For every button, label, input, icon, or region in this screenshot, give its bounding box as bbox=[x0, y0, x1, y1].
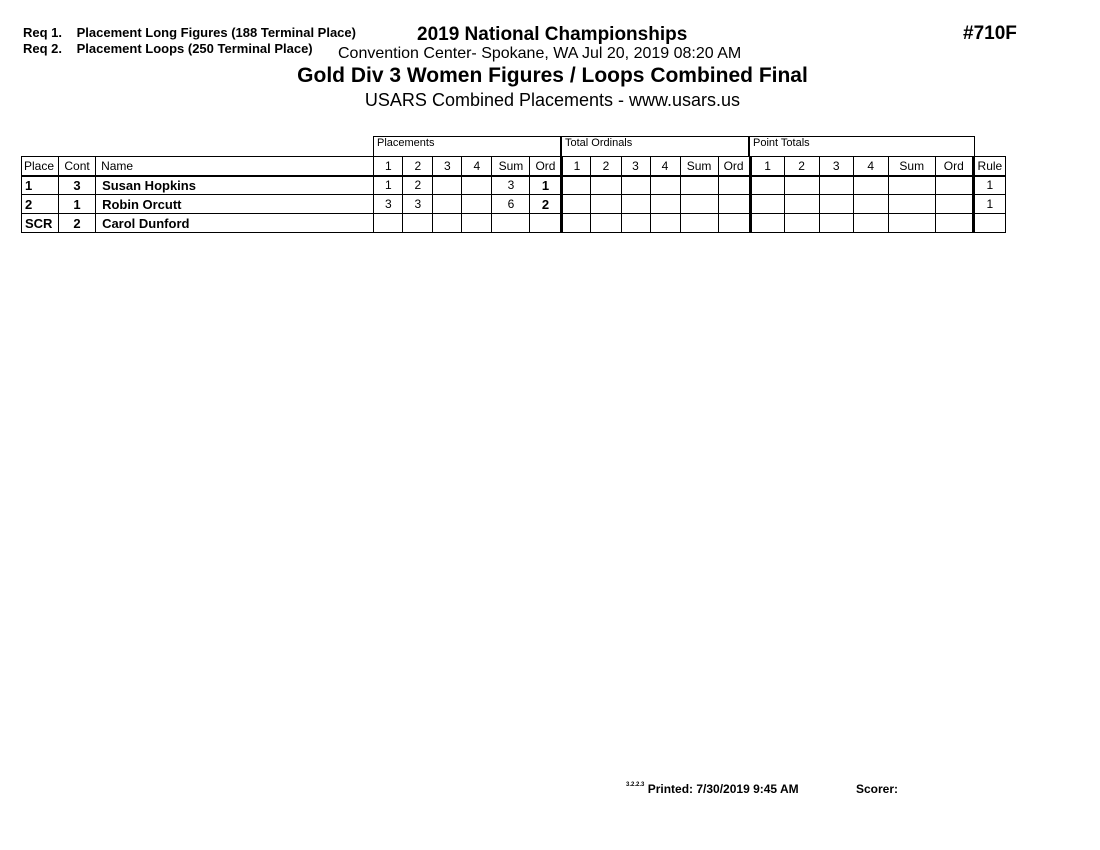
col-header-points-2: 2 bbox=[784, 157, 819, 176]
points-cell bbox=[819, 195, 853, 214]
scorer-label: Scorer: bbox=[856, 782, 899, 796]
col-header-rule: Rule bbox=[973, 157, 1005, 176]
col-header-ordinal-sum: Sum bbox=[680, 157, 718, 176]
col-header-points-sum: Sum bbox=[888, 157, 935, 176]
page-title: Gold Div 3 Women Figures / Loops Combined Final bbox=[297, 64, 808, 87]
placement-cell: 3 bbox=[403, 195, 433, 214]
points-cell bbox=[750, 195, 784, 214]
cont-cell: 1 bbox=[59, 195, 96, 214]
points-cell bbox=[784, 195, 819, 214]
points-sum-cell bbox=[888, 176, 935, 195]
ordinal-ord-cell bbox=[718, 176, 750, 195]
printed-timestamp: Printed: 7/30/2019 9:45 AM bbox=[647, 782, 799, 796]
skater-name: Susan Hopkins bbox=[96, 176, 374, 195]
table-row bbox=[22, 195, 1006, 214]
ordinal-cell bbox=[591, 195, 621, 214]
col-header-placement-4: 4 bbox=[462, 157, 492, 176]
ordinal-sum-cell bbox=[680, 195, 718, 214]
ordinal-cell bbox=[562, 195, 591, 214]
ordinal-cell bbox=[621, 176, 650, 195]
table-header-row bbox=[22, 157, 1006, 176]
points-cell bbox=[853, 176, 888, 195]
col-header-cont: Cont bbox=[59, 157, 96, 176]
event-number: #710F bbox=[963, 23, 1017, 44]
points-cell bbox=[784, 176, 819, 195]
ordinal-sum-cell bbox=[680, 214, 718, 233]
group-header-placements: Placements bbox=[373, 136, 561, 157]
points-ord-cell bbox=[935, 176, 973, 195]
ordinal-ord-cell bbox=[718, 214, 750, 233]
placement-cell bbox=[433, 176, 462, 195]
points-cell bbox=[853, 195, 888, 214]
placement-sum-cell: 3 bbox=[492, 176, 530, 195]
table-row bbox=[22, 214, 1006, 233]
placement-cell bbox=[374, 214, 403, 233]
points-ord-cell bbox=[935, 195, 973, 214]
version-label: 3.2.2.3 bbox=[626, 782, 645, 788]
placement-sum-cell: 6 bbox=[492, 195, 530, 214]
col-header-place: Place bbox=[22, 157, 59, 176]
skater-name: Robin Orcutt bbox=[96, 195, 374, 214]
ordinal-cell bbox=[591, 214, 621, 233]
points-sum-cell bbox=[888, 214, 935, 233]
rule-cell: 1 bbox=[973, 195, 1005, 214]
placement-sum-cell bbox=[492, 214, 530, 233]
skater-name: Carol Dunford bbox=[96, 214, 374, 233]
ordinal-cell bbox=[562, 214, 591, 233]
table-row bbox=[22, 176, 1006, 195]
ordinal-cell bbox=[562, 176, 591, 195]
rule-cell bbox=[973, 214, 1005, 233]
cont-cell: 2 bbox=[59, 214, 96, 233]
col-header-ordinal-3: 3 bbox=[621, 157, 650, 176]
requirement-2-label: Req 2. bbox=[23, 41, 63, 56]
col-header-name: Name bbox=[96, 157, 374, 176]
place-cell: 2 bbox=[22, 195, 59, 214]
placement-cell: 3 bbox=[374, 195, 403, 214]
ordinal-cell bbox=[621, 195, 650, 214]
points-cell bbox=[853, 214, 888, 233]
col-header-ordinal-ord: Ord bbox=[718, 157, 750, 176]
venue-datetime: Convention Center- Spokane, WA Jul 20, 2019 08:20 AM bbox=[338, 45, 742, 62]
printed-info bbox=[626, 782, 799, 796]
ordinal-cell bbox=[650, 214, 680, 233]
placement-cell bbox=[403, 214, 433, 233]
group-header-point-totals: Point Totals bbox=[749, 136, 975, 157]
place-cell: 1 bbox=[22, 176, 59, 195]
placement-cell bbox=[462, 176, 492, 195]
ordinal-cell bbox=[591, 176, 621, 195]
placement-cell bbox=[462, 214, 492, 233]
col-header-points-4: 4 bbox=[853, 157, 888, 176]
placement-cell bbox=[433, 214, 462, 233]
points-cell bbox=[819, 214, 853, 233]
col-header-points-ord: Ord bbox=[935, 157, 973, 176]
col-header-ordinal-2: 2 bbox=[591, 157, 621, 176]
col-header-placement-3: 3 bbox=[433, 157, 462, 176]
requirement-1-label: Req 1. bbox=[23, 25, 63, 40]
requirement-1 bbox=[23, 25, 356, 40]
col-header-placement-2: 2 bbox=[403, 157, 433, 176]
col-header-ordinal-4: 4 bbox=[650, 157, 680, 176]
placement-cell bbox=[462, 195, 492, 214]
requirement-1-text: Placement Long Figures (188 Terminal Place) bbox=[76, 25, 356, 40]
placement-cell: 2 bbox=[403, 176, 433, 195]
col-header-points-3: 3 bbox=[819, 157, 853, 176]
placement-ord-cell bbox=[530, 214, 562, 233]
placement-cell bbox=[433, 195, 462, 214]
points-cell bbox=[750, 214, 784, 233]
placement-ord-cell: 1 bbox=[530, 176, 562, 195]
page-subtitle: USARS Combined Placements - www.usars.us bbox=[364, 90, 741, 110]
ordinal-cell bbox=[650, 176, 680, 195]
rule-cell: 1 bbox=[973, 176, 1005, 195]
cont-cell: 3 bbox=[59, 176, 96, 195]
points-ord-cell bbox=[935, 214, 973, 233]
points-cell bbox=[784, 214, 819, 233]
ordinal-ord-cell bbox=[718, 195, 750, 214]
results-table bbox=[21, 156, 1006, 233]
place-cell: SCR bbox=[22, 214, 59, 233]
ordinal-cell bbox=[621, 214, 650, 233]
col-header-placement-sum: Sum bbox=[492, 157, 530, 176]
col-header-ordinal-1: 1 bbox=[562, 157, 591, 176]
col-header-placement-1: 1 bbox=[374, 157, 403, 176]
placement-ord-cell: 2 bbox=[530, 195, 562, 214]
placement-cell: 1 bbox=[374, 176, 403, 195]
points-cell bbox=[750, 176, 784, 195]
event-title: 2019 National Championships bbox=[417, 24, 688, 45]
points-sum-cell bbox=[888, 195, 935, 214]
requirement-2 bbox=[23, 41, 313, 56]
col-header-points-1: 1 bbox=[750, 157, 784, 176]
requirement-2-text: Placement Loops (250 Terminal Place) bbox=[76, 41, 313, 56]
points-cell bbox=[819, 176, 853, 195]
ordinal-sum-cell bbox=[680, 176, 718, 195]
ordinal-cell bbox=[650, 195, 680, 214]
group-header-total-ordinals: Total Ordinals bbox=[561, 136, 749, 157]
col-header-placement-ord: Ord bbox=[530, 157, 562, 176]
